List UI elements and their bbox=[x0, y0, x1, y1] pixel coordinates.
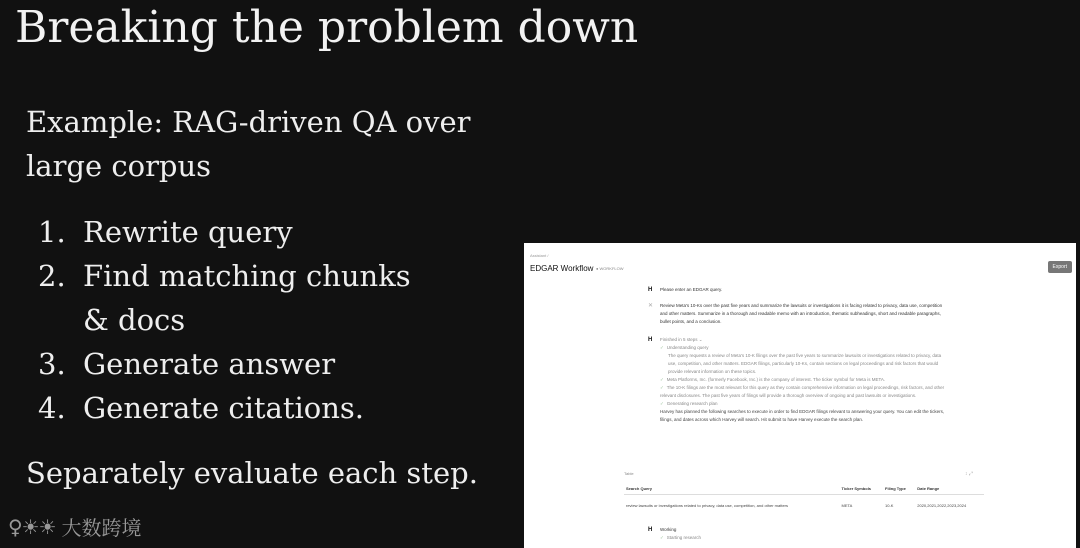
search-plan-table bbox=[624, 483, 984, 516]
page-title: EDGAR Workflow bbox=[530, 264, 594, 273]
step-label: The 10-K filings are the most relevant for this query as they contain comprehensive information on legal proceedings, risk factors, and other relevant disclosures. The past five years of filings will provide a thorough overview of ongoing and past lawsuits or investigations. bbox=[660, 385, 945, 398]
table-row[interactable] bbox=[624, 495, 984, 517]
step-label: Meta Platforms, Inc. (formerly Facebook, Inc.) is the company of interest. The ticker symbol for Meta is META. bbox=[666, 377, 886, 382]
step-text: Find matching chunks & docs bbox=[83, 259, 411, 337]
steps-list bbox=[38, 210, 443, 430]
step-number: 3. bbox=[38, 347, 66, 381]
brand-logo-icon: ♀☀☀ bbox=[8, 514, 56, 539]
step-label: Starting research bbox=[666, 535, 702, 540]
list-item bbox=[38, 342, 443, 386]
column-header: Ticker Symbols bbox=[840, 483, 883, 495]
slide-title: Breaking the problem down bbox=[15, 2, 639, 53]
subtitle-line-1: Example: RAG-driven QA over bbox=[26, 105, 471, 139]
plan-text: Harvey has planned the following searches to execute in order to find EDGAR filings relevant to answering your query. You can edit the tickers, filings, and dates across which Harvey will search. Hit submit to have Harvey execute the search plan. bbox=[660, 409, 945, 422]
message-text: Please enter an EDGAR query. bbox=[660, 287, 723, 292]
assistant-steps bbox=[648, 336, 948, 424]
harvey-avatar-icon: H bbox=[648, 337, 653, 343]
step-number: 2. bbox=[38, 259, 66, 293]
step-text: Generate answer bbox=[83, 347, 336, 381]
list-item bbox=[38, 254, 443, 342]
working-message bbox=[648, 526, 948, 542]
workflow-badge: ● WORKFLOW bbox=[596, 266, 624, 271]
user-avatar-icon: ✕ bbox=[648, 303, 654, 309]
step-number: 1. bbox=[38, 215, 66, 249]
step-label: Understanding query bbox=[666, 345, 709, 350]
watermark bbox=[8, 512, 142, 541]
table-cell[interactable]: META bbox=[841, 503, 853, 508]
brand-name: 大数跨境 bbox=[61, 516, 142, 540]
harvey-avatar-icon: H bbox=[648, 287, 653, 293]
step-detail: The query requests a review of Meta's 10-K filings over the past five years to summarize lawsuits or investigations related to privacy, data use, competition, and other matters. EDGAR filings, particularly 10-Ks, contain sections on legal proceedings and risk factors that would provide relevant information on these topics. bbox=[668, 353, 942, 374]
column-header: Filing Type bbox=[883, 483, 915, 495]
list-item bbox=[38, 386, 443, 430]
table-cell[interactable]: review lawsuits or investigations related to privacy, data use, competition, and other matters bbox=[626, 503, 789, 508]
check-icon: ✓ bbox=[660, 377, 664, 382]
check-icon: ✓ bbox=[660, 385, 664, 390]
slide-subtitle bbox=[26, 100, 476, 188]
table-cell[interactable]: 10-K bbox=[885, 503, 894, 508]
check-icon: ✓ bbox=[660, 535, 664, 540]
breadcrumb: Assistant / bbox=[530, 253, 549, 258]
working-label: Working bbox=[660, 527, 677, 532]
table-tools-icon[interactable]: ↕ ⤢ bbox=[965, 471, 973, 477]
step-text: Rewrite query bbox=[83, 215, 293, 249]
slide-footer: Separately evaluate each step. bbox=[26, 456, 478, 490]
finished-toggle[interactable]: Finished in 5 steps ⌄ bbox=[660, 337, 703, 342]
subtitle-line-2: large corpus bbox=[26, 149, 212, 183]
message-text: Review Meta's 10-Ks over the past five years and summarize the lawsuits or investigations it is facing related to privacy, data use, competition and other matters. Summarize in a thorough and readable memo with an introduction, thematic subheadings, short and readable paragraphs, bullet points, and a conclusion. bbox=[660, 303, 943, 324]
step-label: Generating research plan bbox=[666, 401, 718, 406]
column-header: Search Query bbox=[624, 483, 840, 495]
step-number: 4. bbox=[38, 391, 66, 425]
table-header-row bbox=[624, 483, 984, 495]
embedded-screenshot bbox=[524, 243, 1076, 548]
list-item bbox=[38, 210, 443, 254]
user-message bbox=[648, 302, 948, 326]
column-header: Date Range bbox=[915, 483, 984, 495]
check-icon: ✓ bbox=[660, 401, 664, 406]
harvey-avatar-icon: H bbox=[648, 527, 653, 533]
export-button[interactable]: Export bbox=[1048, 261, 1072, 273]
table-cell[interactable]: 2020,2021,2022,2023,2024 bbox=[917, 503, 967, 508]
assistant-message bbox=[648, 286, 948, 294]
check-icon: ✓ bbox=[660, 345, 664, 350]
step-text: Generate citations. bbox=[83, 391, 364, 425]
table-label: Table bbox=[624, 471, 634, 476]
